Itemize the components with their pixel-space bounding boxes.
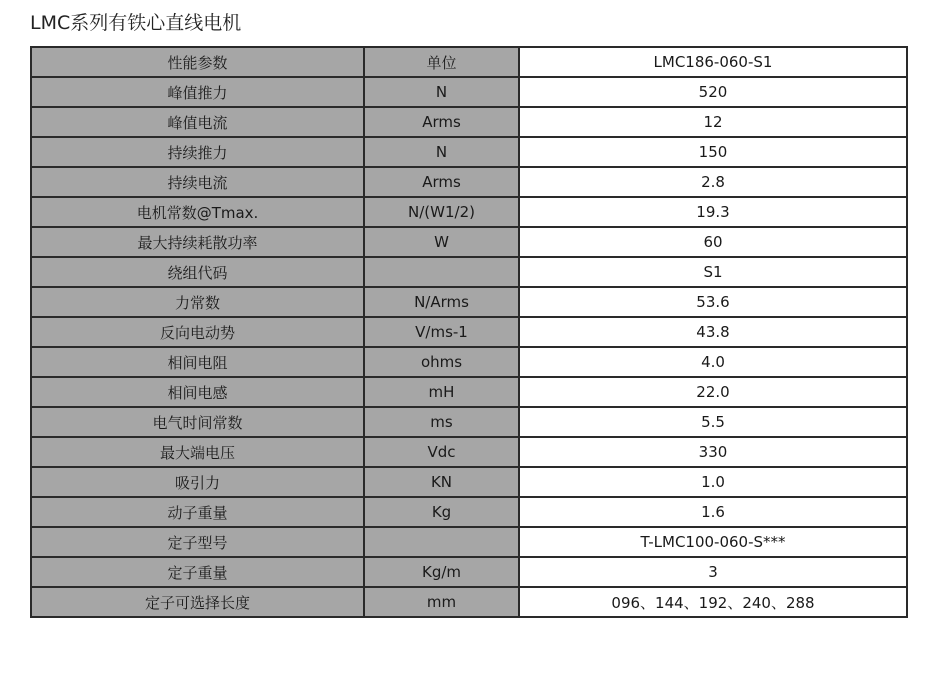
- page-title: LMC系列有铁心直线电机: [30, 12, 242, 34]
- cell-parameter: 绕组代码: [31, 257, 364, 287]
- table-row: [31, 317, 907, 347]
- cell-parameter: 力常数: [31, 287, 364, 317]
- cell-parameter: 电机常数@Tmax.: [31, 197, 364, 227]
- cell-unit: mH: [364, 377, 519, 407]
- cell-parameter: 最大持续耗散功率: [31, 227, 364, 257]
- cell-value: 4.0: [519, 347, 907, 377]
- cell-value: 1.0: [519, 467, 907, 497]
- cell-unit: Arms: [364, 107, 519, 137]
- table-row: [31, 167, 907, 197]
- header-model: LMC186-060-S1: [519, 47, 907, 77]
- cell-value: 53.6: [519, 287, 907, 317]
- cell-parameter: 峰值推力: [31, 77, 364, 107]
- cell-unit: N/Arms: [364, 287, 519, 317]
- table-row: [31, 257, 907, 287]
- cell-parameter: 持续推力: [31, 137, 364, 167]
- cell-unit: N/(W1/2): [364, 197, 519, 227]
- table-row: [31, 107, 907, 137]
- table-row: [31, 347, 907, 377]
- cell-unit: [364, 257, 519, 287]
- cell-unit: ms: [364, 407, 519, 437]
- table-row: [31, 197, 907, 227]
- table-row: [31, 437, 907, 467]
- cell-unit: N: [364, 137, 519, 167]
- cell-parameter: 相间电感: [31, 377, 364, 407]
- cell-value: 150: [519, 137, 907, 167]
- cell-value: 5.5: [519, 407, 907, 437]
- cell-parameter: 定子型号: [31, 527, 364, 557]
- cell-parameter: 吸引力: [31, 467, 364, 497]
- cell-value: 19.3: [519, 197, 907, 227]
- table-row: [31, 527, 907, 557]
- cell-unit: mm: [364, 587, 519, 617]
- table-row: [31, 287, 907, 317]
- cell-unit: W: [364, 227, 519, 257]
- table-row: [31, 407, 907, 437]
- table-row: [31, 497, 907, 527]
- table-row: [31, 377, 907, 407]
- spec-table: [30, 46, 908, 618]
- cell-parameter: 反向电动势: [31, 317, 364, 347]
- cell-parameter: 动子重量: [31, 497, 364, 527]
- cell-unit: Arms: [364, 167, 519, 197]
- cell-unit: V/ms-1: [364, 317, 519, 347]
- table-row: [31, 227, 907, 257]
- table-row: [31, 137, 907, 167]
- cell-parameter: 定子可选择长度: [31, 587, 364, 617]
- cell-parameter: 持续电流: [31, 167, 364, 197]
- header-parameter: 性能参数: [31, 47, 364, 77]
- cell-value: 096、144、192、240、288: [519, 587, 907, 617]
- cell-value: 60: [519, 227, 907, 257]
- cell-unit: Kg/m: [364, 557, 519, 587]
- cell-parameter: 最大端电压: [31, 437, 364, 467]
- cell-value: 43.8: [519, 317, 907, 347]
- table-row: [31, 77, 907, 107]
- cell-parameter: 相间电阻: [31, 347, 364, 377]
- cell-unit: Kg: [364, 497, 519, 527]
- cell-value: 3: [519, 557, 907, 587]
- cell-parameter: 定子重量: [31, 557, 364, 587]
- cell-value: 2.8: [519, 167, 907, 197]
- cell-value: 1.6: [519, 497, 907, 527]
- cell-unit: KN: [364, 467, 519, 497]
- cell-value: S1: [519, 257, 907, 287]
- table-row: [31, 467, 907, 497]
- cell-value: T-LMC100-060-S***: [519, 527, 907, 557]
- table-row: [31, 557, 907, 587]
- cell-value: 22.0: [519, 377, 907, 407]
- cell-unit: Vdc: [364, 437, 519, 467]
- cell-value: 520: [519, 77, 907, 107]
- cell-parameter: 峰值电流: [31, 107, 364, 137]
- cell-parameter: 电气时间常数: [31, 407, 364, 437]
- table-row: [31, 587, 907, 617]
- table-header-row: [31, 47, 907, 77]
- spec-table-body: [31, 47, 907, 617]
- cell-value: 12: [519, 107, 907, 137]
- cell-value: 330: [519, 437, 907, 467]
- cell-unit: [364, 527, 519, 557]
- cell-unit: N: [364, 77, 519, 107]
- header-unit: 单位: [364, 47, 519, 77]
- cell-unit: ohms: [364, 347, 519, 377]
